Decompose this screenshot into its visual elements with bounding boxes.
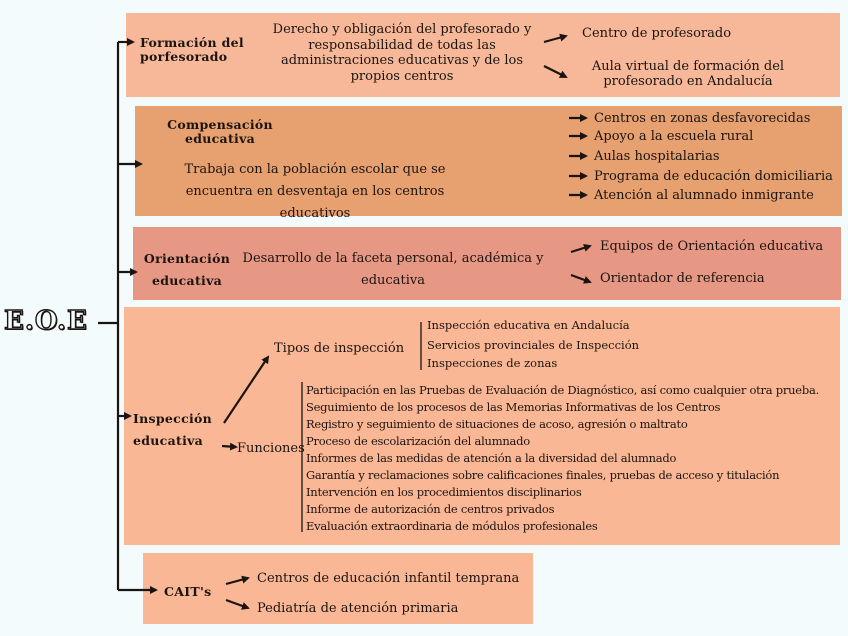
funcion-item: Garantía y reclamaciones sobre calificaciones finales, pruebas de acceso y titulación xyxy=(306,468,780,482)
tipo-item: Servicios provinciales de Inspección xyxy=(427,338,640,352)
funcion-item: Proceso de escolarización del alumnado xyxy=(306,434,530,448)
compensacion-item: Atención al alumnado inmigrante xyxy=(594,188,814,203)
funcion-item: Seguimiento de los procesos de las Memorias Informativas de los Centros xyxy=(306,400,721,414)
arrow-orientacion-2 xyxy=(571,275,590,282)
funcion-item: Registro y seguimiento de situaciones de acoso, agresión o maltrato xyxy=(306,417,688,431)
tipos-label: Tipos de inspección xyxy=(274,341,405,356)
compensacion-item: Apoyo a la escuela rural xyxy=(594,129,754,144)
arrow-cait-1 xyxy=(226,578,248,584)
orientacion-description: Desarrollo de la faceta personal, académica y educativa xyxy=(242,251,544,288)
arrow-cait-2 xyxy=(226,600,248,608)
compensacion-item: Programa de educación domiciliaria xyxy=(594,169,833,184)
cait-item: Pediatría de atención primaria xyxy=(257,601,459,616)
tipo-item: Inspecciones de zonas xyxy=(427,356,558,370)
arrow-inspeccion-funciones xyxy=(222,446,236,447)
orientacion-item: Equipos de Orientación educativa xyxy=(600,239,824,254)
formacion-description: Derecho y obligación del profesorado y responsabilidad de todas las administraciones educativas y de los propios centros xyxy=(272,22,532,84)
arrow-orientacion-1 xyxy=(571,246,590,252)
funcion-item: Evaluación extraordinaria de módulos profesionales xyxy=(306,519,598,533)
root-node-eoe: E.O.E xyxy=(4,306,88,336)
compensacion-item: Aulas hospitalarias xyxy=(594,149,720,164)
formacion-title: Formación del porfesorado xyxy=(140,35,244,64)
cait-title: CAIT's xyxy=(164,584,212,599)
compensacion-item: Centros en zonas desfavorecidas xyxy=(594,111,811,126)
arrow-formacion-2 xyxy=(544,66,566,77)
arrow-inspeccion-tipos xyxy=(224,357,268,423)
compensacion-description: Trabaja con la población escolar que se encuentra en desventaja en los centros educativos xyxy=(184,162,446,221)
formacion-item: Centro de profesorado xyxy=(582,26,732,41)
funcion-item: Intervención en los procedimientos disciplinarios xyxy=(306,485,582,499)
arrow-formacion-1 xyxy=(544,36,566,42)
funcion-item: Informe de autorización de centros privados xyxy=(306,502,555,516)
orientacion-title: Orientación educativa xyxy=(143,251,231,288)
inspeccion-title: Inspección educativa xyxy=(133,411,213,448)
compensacion-title: Compensación educativa xyxy=(167,117,273,146)
funciones-label: Funciones xyxy=(237,441,305,456)
funcion-item: Informes de las medidas de atención a la diversidad del alumnado xyxy=(306,451,677,465)
funcion-item: Participación en las Pruebas de Evaluación de Diagnóstico, así como cualquier otra prueba. xyxy=(306,383,819,397)
tipo-item: Inspección educativa en Andalucía xyxy=(427,318,630,332)
formacion-item: Aula virtual de formación del profesorado en Andalucía xyxy=(591,59,785,89)
orientacion-item: Orientador de referencia xyxy=(600,271,765,286)
cait-item: Centros de educación infantil temprana xyxy=(257,571,520,586)
